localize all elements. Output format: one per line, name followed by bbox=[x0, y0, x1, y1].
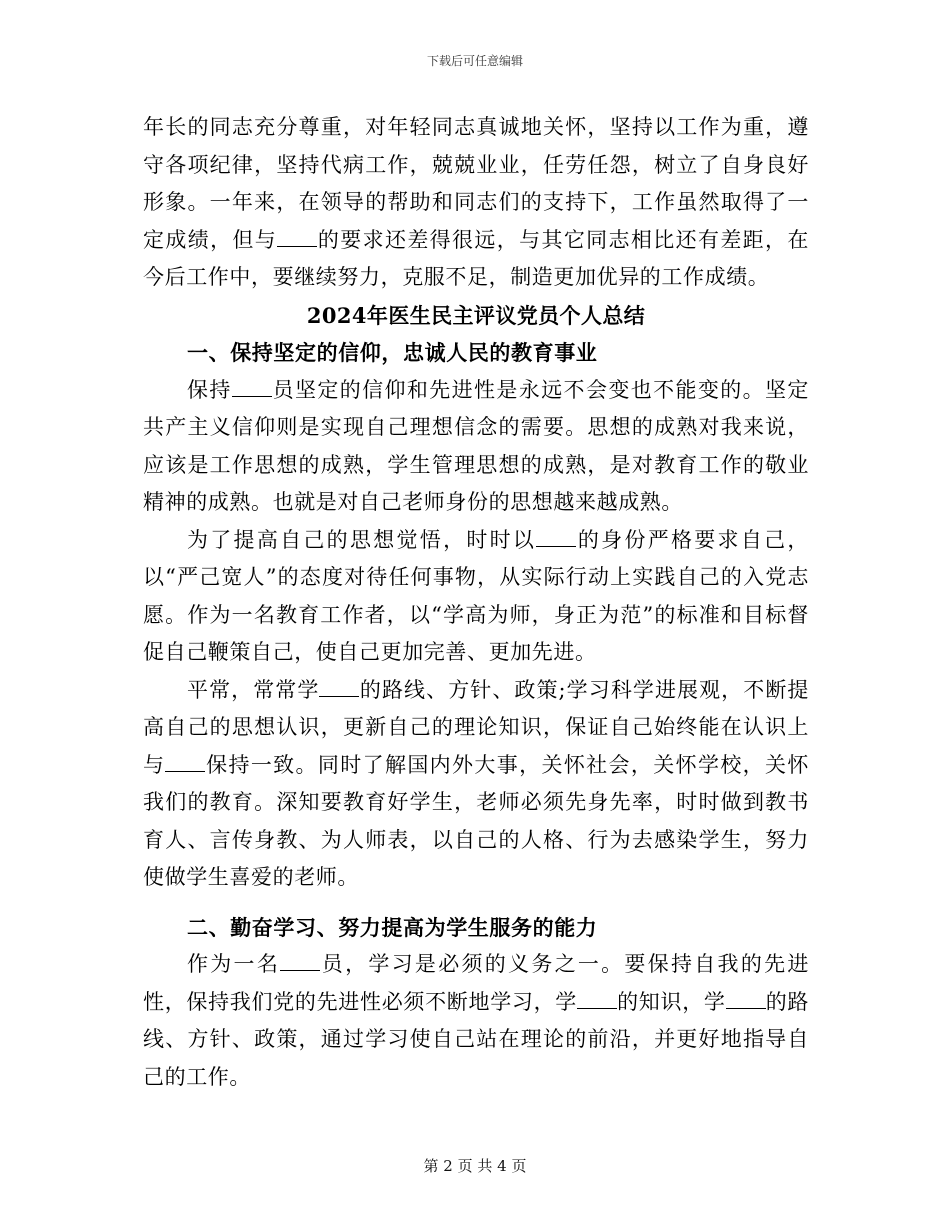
s1p3-text-c: 保持一致。同时了解国内外大事，关怀社会，关怀学校，关怀我们的教育。深知要教育好学生，老师必须先身先率，时时做到教书育人、言传身教、为人师表，以自己的人格、行为去感染学生，努力使做学生喜爱的老师。 bbox=[143, 752, 809, 889]
blank-field bbox=[319, 696, 359, 697]
page-header: 下载后可任意编辑 bbox=[426, 54, 523, 68]
blank-field bbox=[277, 246, 317, 247]
s1p2-text-b: 的身份严格要求自己，以“严己宽人”的态度对待任何事物，从实际行动上实践自己的入党志愿。作为一名教育工作者，以“学高为师，身正为范”的标准和目标督促自己鞭策自己，使自己更加完善、更加先进。 bbox=[143, 527, 810, 664]
blank-field bbox=[280, 970, 320, 971]
blank-field bbox=[726, 1008, 766, 1009]
s1p1-text-a: 保持 bbox=[187, 377, 232, 402]
section-1-paragraph-3 bbox=[143, 672, 809, 897]
document-title: 2024年医生民主评议党员个人总结 bbox=[306, 302, 646, 328]
intro-text-b: 的要求还差得很远，与其它同志相比还有差距，在今后工作中，要继续努力，克服不足，制造更加优异的工作成绩。 bbox=[143, 227, 809, 289]
s2p1-text-b: 员，学习是必须的义务之一。要保持自我的先进性，保持我们党的先进性必须不断地学习，学 bbox=[143, 952, 809, 1014]
s1p3-text-a: 平常，常常学 bbox=[187, 677, 320, 702]
section-1-heading: 一、保持坚定的信仰，忠诚人民的教育事业 bbox=[187, 340, 598, 365]
blank-field bbox=[232, 396, 272, 397]
blank-field bbox=[165, 771, 205, 772]
s2p1-text-d: 的路线、方针、政策，通过学习使自己站在理论的前沿，并更好地指导自己的工作。 bbox=[143, 989, 810, 1089]
section-1-paragraph-1 bbox=[143, 372, 809, 522]
blank-field bbox=[577, 1008, 617, 1009]
section-2-heading: 二、勤奋学习、努力提高为学生服务的能力 bbox=[187, 914, 598, 940]
s1p1-text-b: 员坚定的信仰和先进性是永远不会变也不能变的。坚定共产主义信仰则是实现自己理想信念的需要。思想的成熟对我来说，应该是工作思想的成熟，学生管理思想的成熟，是对教育工作的敬业精神的成熟。也就是对自己老师身份的思想越来越成熟。 bbox=[143, 377, 810, 514]
document-body bbox=[143, 109, 809, 1096]
intro-paragraph bbox=[143, 109, 809, 297]
blank-field bbox=[536, 546, 576, 547]
s2p1-text-c: 的知识，学 bbox=[617, 989, 726, 1014]
s2p1-text-a: 作为一名 bbox=[187, 952, 281, 976]
s1p2-text-a: 为了提高自己的思想觉悟，时时以 bbox=[187, 527, 537, 552]
intro-text-a: 年长的同志充分尊重，对年轻同志真诚地关怀，坚持以工作为重，遵守各项纪律，坚持代病工作，兢兢业业，任劳任怨，树立了自身良好形象。一年来，在领导的帮助和同志们的支持下，工作虽然取得了一定成绩，但与 bbox=[143, 115, 809, 252]
page-footer: 第 2 页 共 4 页 bbox=[423, 1157, 527, 1175]
section-1-paragraph-2 bbox=[143, 522, 809, 672]
section-2-paragraph-1 bbox=[143, 946, 809, 1096]
s1p3-text-b: 的路线、方针、政策;学习科学进展观，不断提高自己的思想认识，更新自己的理论知识，保证自己始终能在认识上与 bbox=[143, 677, 809, 777]
